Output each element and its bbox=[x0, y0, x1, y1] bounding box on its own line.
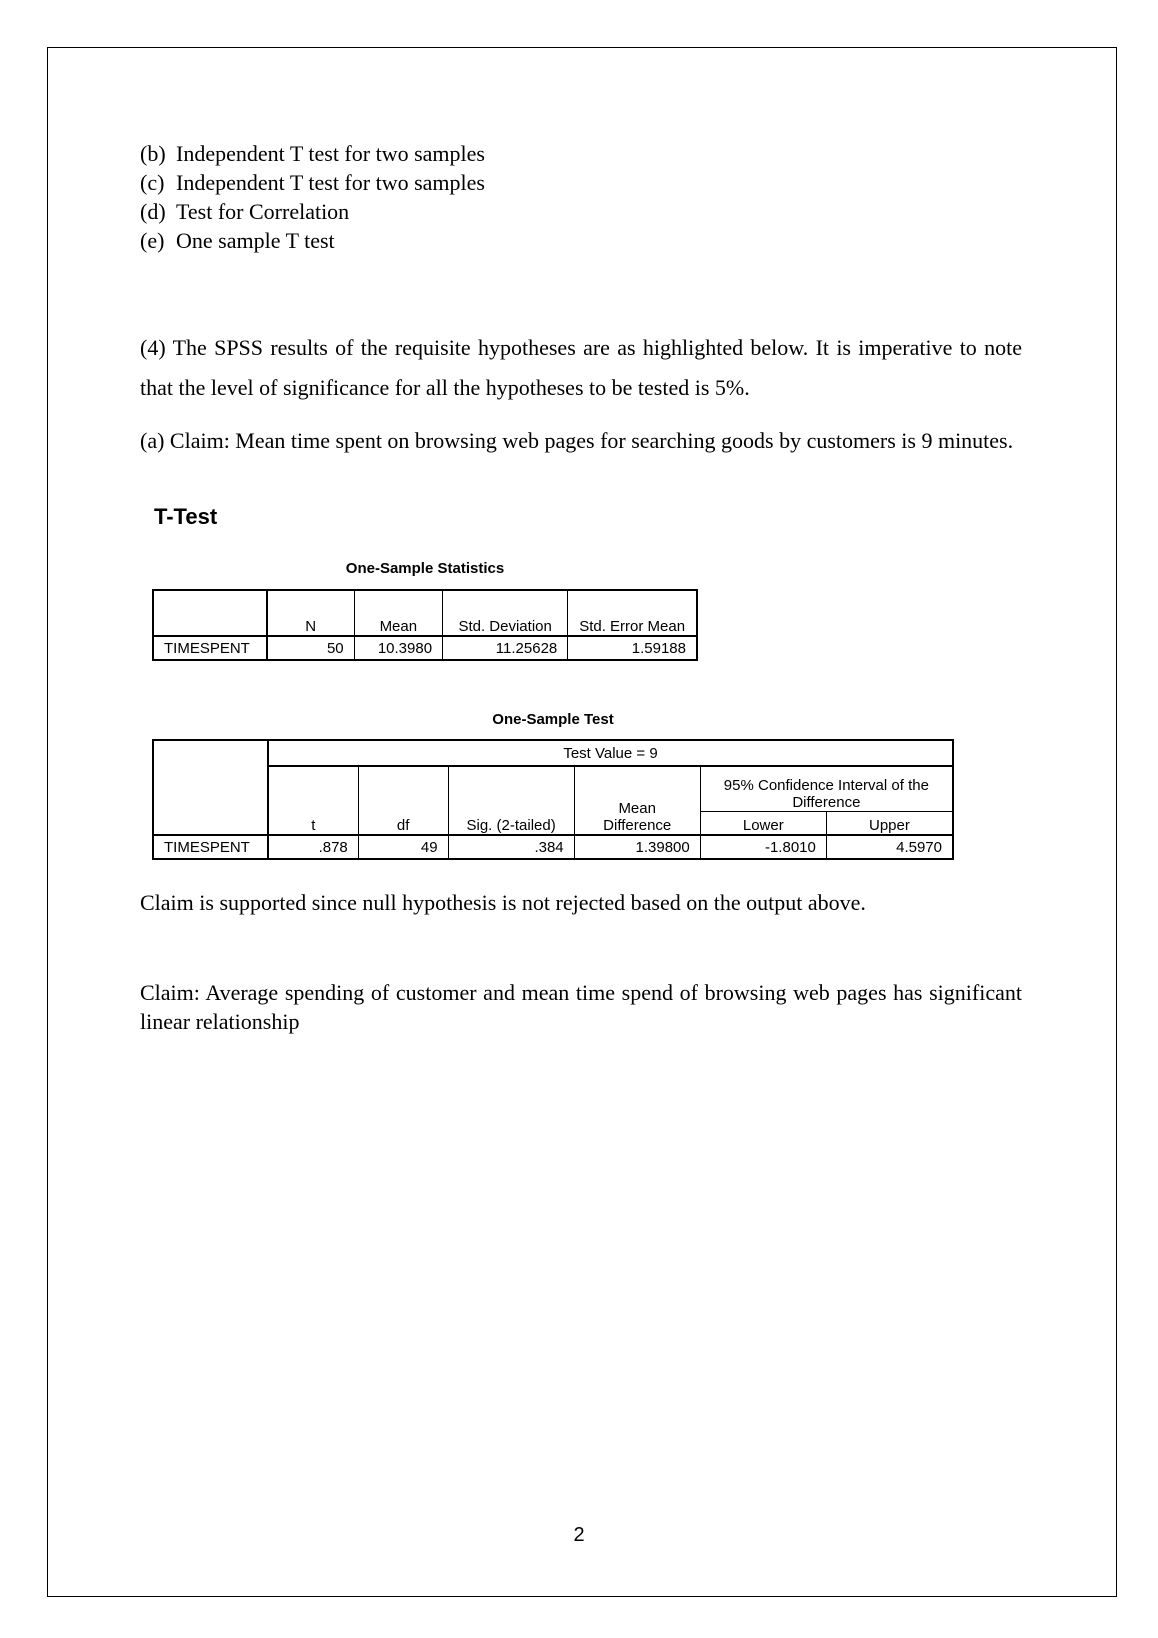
row-label: TIMESPENT bbox=[153, 835, 268, 859]
cell-std-deviation: 11.25628 bbox=[443, 636, 568, 660]
cell-df: 49 bbox=[358, 835, 448, 859]
cell-mean-difference: 1.39800 bbox=[574, 835, 700, 859]
test-list bbox=[140, 139, 485, 255]
one-sample-test-table bbox=[152, 739, 954, 860]
page-number: 2 bbox=[573, 1524, 585, 1546]
cell-t: .878 bbox=[268, 835, 358, 859]
cell-mean: 10.3980 bbox=[354, 636, 442, 660]
header-df: df bbox=[358, 766, 448, 835]
table-header-row bbox=[153, 590, 697, 636]
header-sig-2-tailed: Sig. (2-tailed) bbox=[448, 766, 574, 835]
list-item bbox=[140, 139, 485, 168]
empty-header-cell bbox=[153, 590, 267, 636]
header-upper: Upper bbox=[826, 812, 953, 836]
row-label: TIMESPENT bbox=[153, 636, 267, 660]
header-n: N bbox=[267, 590, 354, 636]
cell-n: 50 bbox=[267, 636, 354, 660]
list-marker: (d) bbox=[140, 199, 166, 224]
cell-upper: 4.5970 bbox=[826, 835, 953, 859]
list-text: One sample T test bbox=[176, 228, 335, 253]
table-row bbox=[153, 636, 697, 660]
header-mean-difference: Mean Difference bbox=[574, 766, 700, 835]
list-item bbox=[140, 226, 485, 255]
list-marker: (e) bbox=[140, 228, 165, 253]
header-lower: Lower bbox=[700, 812, 826, 836]
test-table-caption: One-Sample Test bbox=[492, 711, 614, 728]
paragraph-4: (4) The SPSS results of the requisite hypotheses are as highlighted below. It is imperative to note that the level of significance for all the hypotheses to be tested is 5%. bbox=[140, 335, 1022, 400]
table-header-row bbox=[153, 766, 953, 812]
cell-std-error-mean: 1.59188 bbox=[568, 636, 697, 660]
list-item bbox=[140, 168, 485, 197]
header-std-error-mean: Std. Error Mean bbox=[568, 590, 697, 636]
table-row bbox=[153, 835, 953, 859]
stats-table-caption: One-Sample Statistics bbox=[345, 560, 505, 577]
test-value-header: Test Value = 9 bbox=[268, 740, 953, 766]
table-header-row bbox=[153, 740, 953, 766]
conclusion-text: Claim is supported since null hypothesis is not rejected based on the output above. bbox=[140, 890, 866, 915]
cell-sig: .384 bbox=[448, 835, 574, 859]
claim-2-text: Claim: Average spending of customer and mean time spend of browsing web pages has significant linear relationship bbox=[140, 980, 1022, 1034]
list-marker: (b) bbox=[140, 141, 166, 166]
cell-lower: -1.8010 bbox=[700, 835, 826, 859]
ttest-heading: T-Test bbox=[154, 504, 218, 529]
list-text: Test for Correlation bbox=[176, 199, 350, 224]
header-mean: Mean bbox=[354, 590, 442, 636]
empty-header-cell bbox=[153, 740, 268, 835]
header-t: t bbox=[268, 766, 358, 835]
list-item bbox=[140, 197, 485, 226]
header-confidence-interval: 95% Confidence Interval of the Difference bbox=[700, 766, 953, 812]
header-std-deviation: Std. Deviation bbox=[443, 590, 568, 636]
list-text: Independent T test for two samples bbox=[176, 141, 485, 166]
one-sample-statistics-table bbox=[152, 589, 698, 661]
paragraph-a-claim: (a) Claim: Mean time spent on browsing web pages for searching goods by customers is 9 minutes. bbox=[140, 428, 1014, 453]
list-text: Independent T test for two samples bbox=[176, 170, 485, 195]
list-marker: (c) bbox=[140, 170, 165, 195]
